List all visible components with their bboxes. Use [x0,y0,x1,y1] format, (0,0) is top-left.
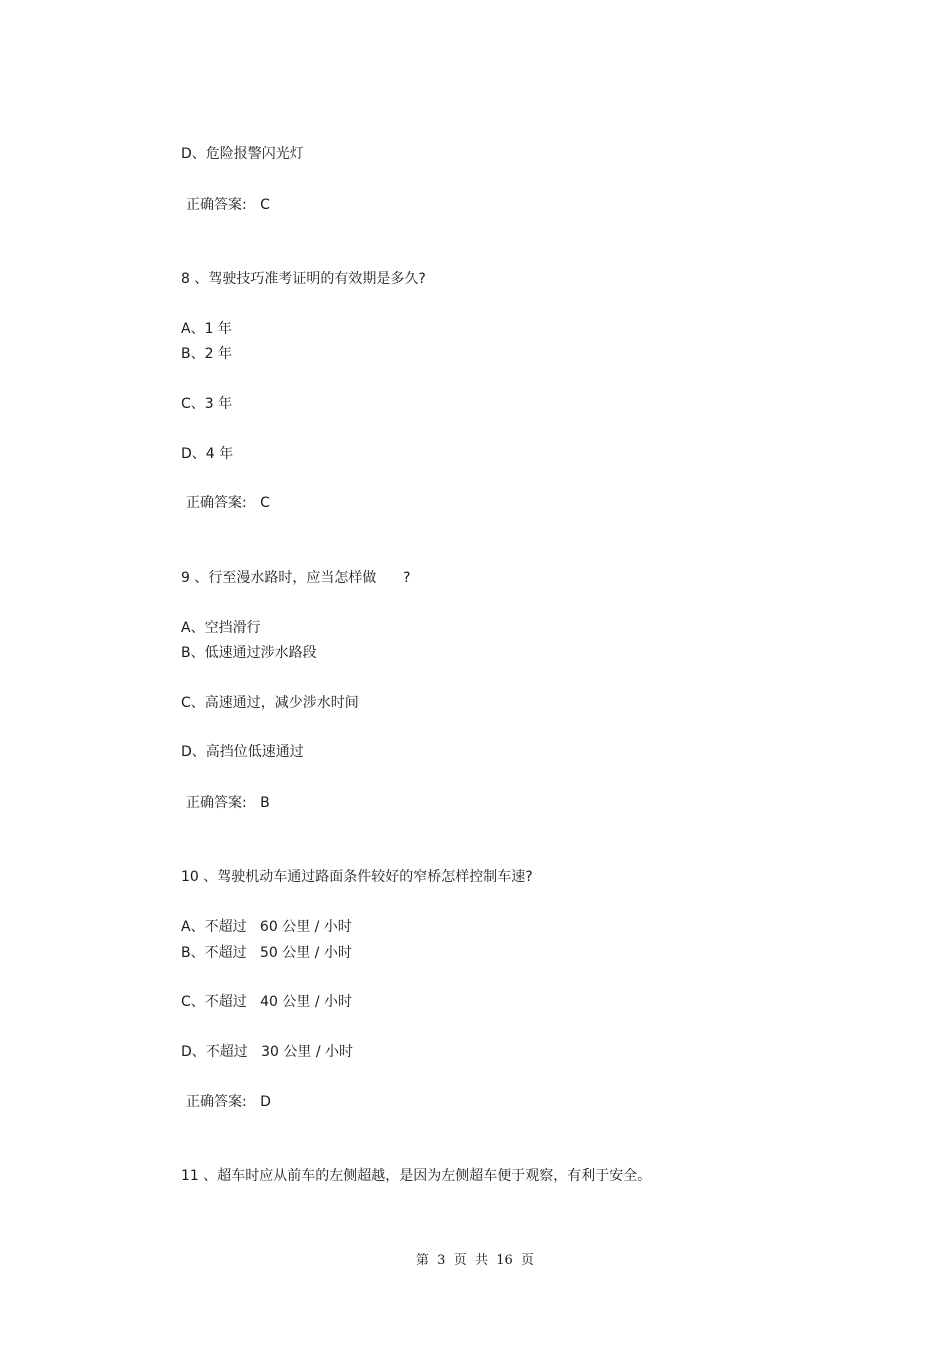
page-number-footer: 第 3 页 共 16 页 [415,1253,535,1268]
option-b: B、2 年 [181,346,232,362]
question-10: 10 、驾驶机动车通过路面条件较好的窄桥怎样控制车速? [181,869,533,885]
option-a: A、不超过 60 公里 / 小时 [181,919,352,935]
option-c: C、不超过 40 公里 / 小时 [181,994,353,1010]
correct-answer: 正确答案: D [186,1094,271,1110]
question-11: 11 、超车时应从前车的左侧超越，是因为左侧超车便于观察，有利于安全。 [181,1168,652,1184]
correct-answer: 正确答案: C [186,495,270,511]
question-9: 9 、行至漫水路时，应当怎样做 ? [181,570,411,586]
option-c: C、3 年 [181,396,233,412]
question-8: 8 、驾驶技巧准考证明的有效期是多久? [181,271,426,287]
option-a: A、1 年 [181,321,232,337]
option-d: D、不超过 30 公里 / 小时 [181,1044,354,1060]
option-b: B、不超过 50 公里 / 小时 [181,945,352,961]
option-d: D、高挡位低速通过 [181,744,304,760]
correct-answer: 正确答案: B [186,795,270,811]
option-c: C、高速通过，减少涉水时间 [181,695,359,711]
option-b: B、低速通过涉水路段 [181,645,317,661]
option-a: A、空挡滑行 [181,620,261,636]
option-d: D、危险报警闪光灯 [181,146,304,162]
option-d: D、4 年 [181,446,234,462]
correct-answer: 正确答案: C [186,197,270,213]
